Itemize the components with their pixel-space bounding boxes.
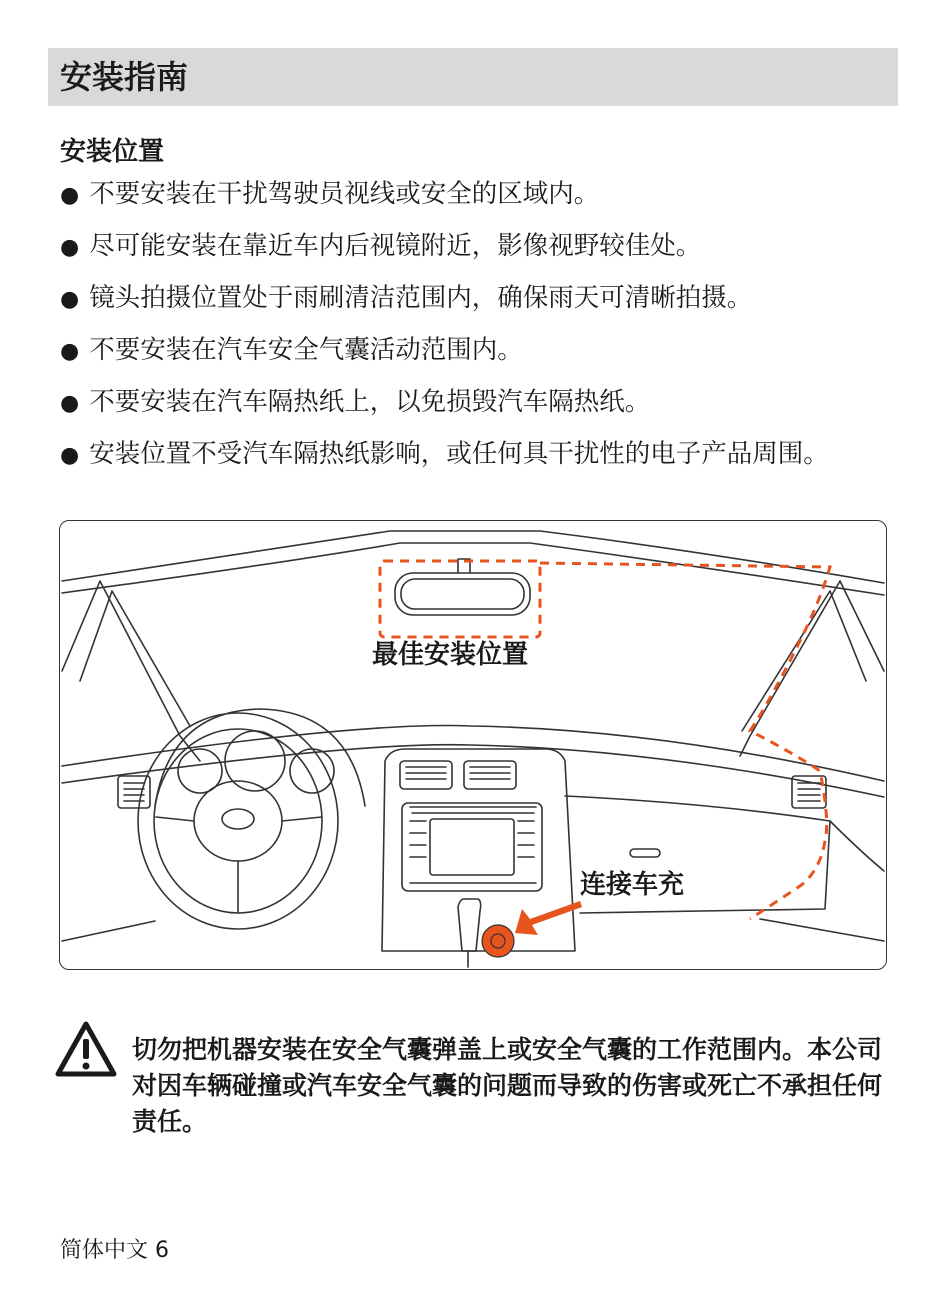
- list-item-text: 安装位置不受汽车隔热纸影响，或任何具干扰性的电子产品周围。: [89, 439, 829, 469]
- bullet-dot-icon: ●: [60, 339, 80, 364]
- section-title: 安装位置: [60, 137, 165, 167]
- bullet-dot-icon: ●: [60, 287, 80, 312]
- list-item-text: 镜头拍摄位置处于雨刷清洁范围内，确保雨天可清晰拍摄。: [89, 283, 753, 313]
- list-item: [60, 436, 890, 474]
- bullet-list: [60, 176, 890, 488]
- list-item: [60, 384, 890, 422]
- header-bar: [48, 48, 898, 106]
- warning-text: 切勿把机器安装在安全气囊弹盖上或安全气囊的工作范围内。本公司对因车辆碰撞或汽车安全气囊的问题而导致的伤害或死亡不承担任何责任。: [132, 1035, 883, 1136]
- list-item-text: 尽可能安装在靠近车内后视镜附近，影像视野较佳处。: [89, 231, 702, 261]
- best-position-label: 最佳安装位置: [372, 640, 529, 670]
- list-item-text: 不要安装在干扰驾驶员视线或安全的区域内。: [89, 179, 600, 209]
- list-item: [60, 176, 890, 214]
- car-interior-illustration: [59, 520, 887, 970]
- bullet-dot-icon: ●: [60, 443, 80, 468]
- list-item: [60, 228, 890, 266]
- bullet-dot-icon: ●: [60, 391, 80, 416]
- list-item-text: 不要安装在汽车安全气囊活动范围内。: [89, 335, 523, 365]
- car-interior-drawing: [60, 521, 886, 969]
- list-item: [60, 280, 890, 318]
- bullet-dot-icon: ●: [60, 183, 80, 208]
- bullet-dot-icon: ●: [60, 235, 80, 260]
- page-title: 安装指南: [60, 58, 189, 96]
- charger-label: 连接车充: [580, 870, 685, 900]
- page-footer: 简体中文 6: [60, 1238, 169, 1263]
- list-item-text: 不要安装在汽车隔热纸上，以免损毁汽车隔热纸。: [89, 387, 651, 417]
- warning-triangle-icon: [54, 1020, 118, 1078]
- list-item: [60, 332, 890, 370]
